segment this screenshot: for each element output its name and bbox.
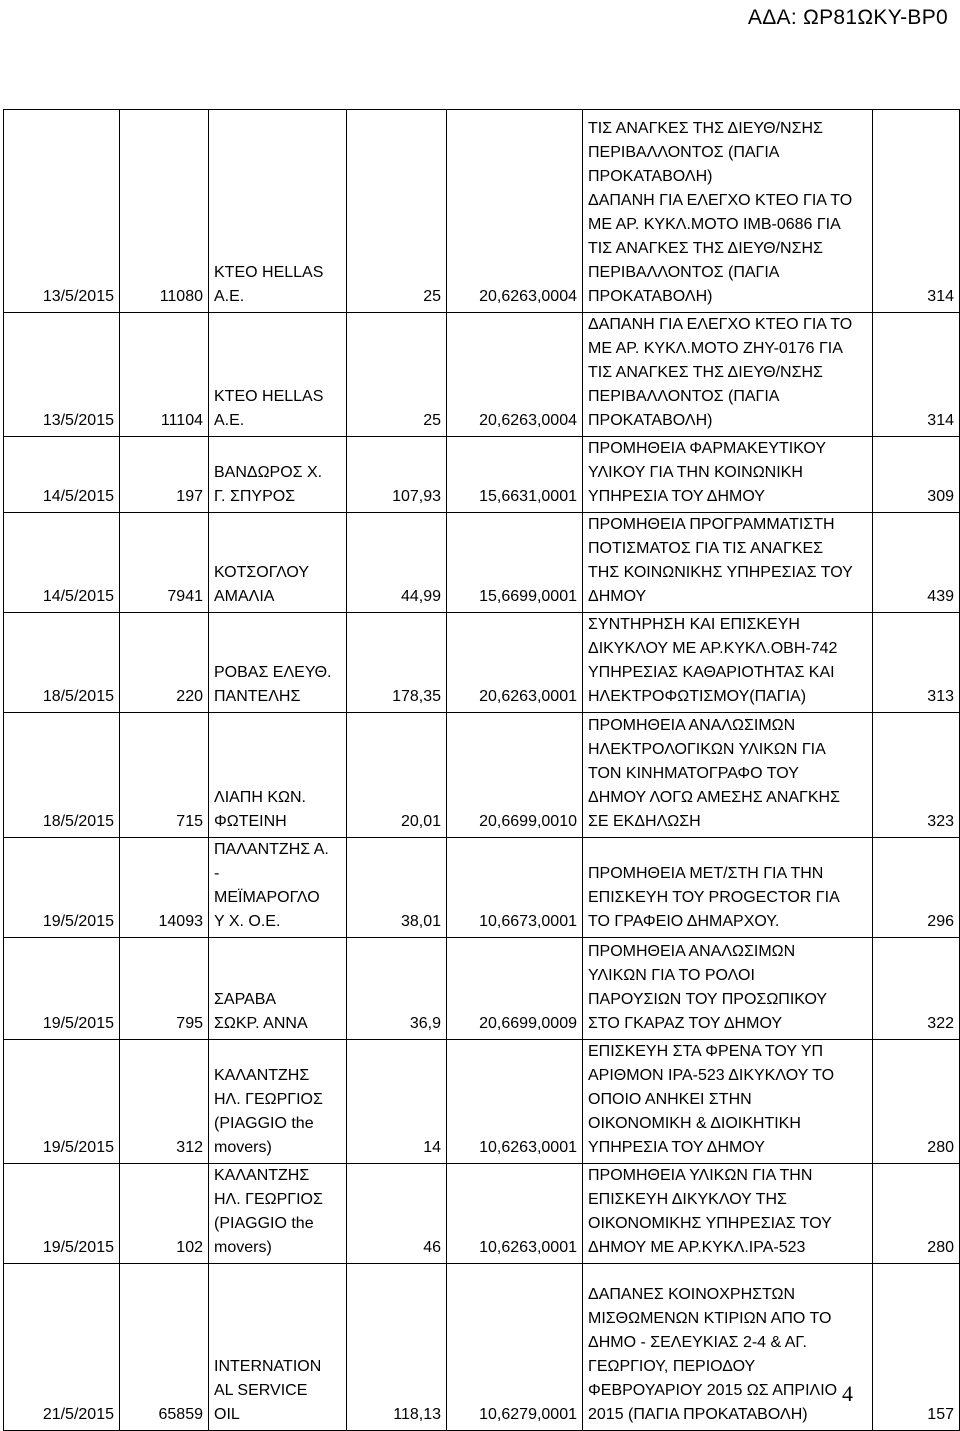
cell-number: 65859 [120, 1264, 209, 1431]
cell-date: 13/5/2015 [4, 110, 120, 313]
cell-amount: 44,99 [347, 513, 447, 613]
cell-number: 14093 [120, 838, 209, 938]
cell-ref: 309 [873, 437, 960, 513]
cell-number: 11080 [120, 110, 209, 313]
cell-amount: 25 [347, 313, 447, 437]
cell-supplier: INTERNATION AL SERVICE OIL [209, 1264, 347, 1431]
cell-supplier: ΛΙΑΠΗ ΚΩΝ. ΦΩΤΕΙΝΗ [209, 713, 347, 838]
cell-code: 10,6279,0001 [447, 1264, 583, 1431]
table-row [4, 1040, 960, 1164]
cell-date: 13/5/2015 [4, 313, 120, 437]
cell-supplier: ΚΑΛΑΝΤΖΗΣ ΗΛ. ΓΕΩΡΓΙΟΣ (PIAGGIO the movers) [209, 1164, 347, 1264]
cell-code: 10,6263,0001 [447, 1164, 583, 1264]
cell-description: ΠΡΟΜΗΘΕΙΑ ΜΕΤ/ΣΤΗ ΓΙΑ ΤΗΝ ΕΠΙΣΚΕΥΗ ΤΟΥ PROGECTOR ΓΙΑ ΤΟ ΓΡΑΦΕΙΟ ΔΗΜΑΡΧΟΥ. [583, 838, 873, 938]
cell-amount: 107,93 [347, 437, 447, 513]
cell-number: 220 [120, 613, 209, 713]
cell-amount: 38,01 [347, 838, 447, 938]
cell-amount: 46 [347, 1164, 447, 1264]
cell-supplier: ΚΟΤΣΟΓΛΟΥ ΑΜΑΛΙΑ [209, 513, 347, 613]
table-row [4, 938, 960, 1040]
cell-ref: 314 [873, 110, 960, 313]
cell-number: 11104 [120, 313, 209, 437]
cell-description: ΔΑΠΑΝΕΣ ΚΟΙΝΟΧΡΗΣΤΩΝ ΜΙΣΘΩΜΕΝΩΝ ΚΤΙΡΙΩΝ ΑΠΟ ΤΟ ΔΗΜΟ - ΣΕΛΕΥΚΙΑΣ 2-4 & ΑΓ. ΓΕΩΡΓΙΟΥ, ΠΕΡΙΟΔΟΥ ΦΕΒΡΟΥΑΡΙΟΥ 2015 ΩΣ ΑΠΡΙΛΙΟ 2015 (ΠΑΓΙΑ ΠΡΟΚΑΤΑΒΟΛΗ) [583, 1264, 873, 1431]
cell-amount: 178,35 [347, 613, 447, 713]
cell-supplier: ΡΟΒΑΣ ΕΛΕΥΘ. ΠΑΝΤΕΛΗΣ [209, 613, 347, 713]
cell-date: 18/5/2015 [4, 713, 120, 838]
cell-ref: 157 [873, 1264, 960, 1431]
table-row [4, 437, 960, 513]
cell-description: ΠΡΟΜΗΘΕΙΑ ΦΑΡΜΑΚΕΥΤΙΚΟΥ ΥΛΙΚΟΥ ΓΙΑ ΤΗΝ ΚΟΙΝΩΝΙΚΗ ΥΠΗΡΕΣΙΑ ΤΟΥ ΔΗΜΟΥ [583, 437, 873, 513]
cell-description: ΔΑΠΑΝΗ ΓΙΑ ΕΛΕΓΧΟ ΚΤΕΟ ΓΙΑ ΤΟ ΜΕ ΑΡ. ΚΥΚΛ.ΜΟΤΟ ΖΗΥ-0176 ΓΙΑ ΤΙΣ ΑΝΑΓΚΕΣ ΤΗΣ ΔΙΕΥΘ/ΝΣΗΣ ΠΕΡΙΒΑΛΛΟΝΤΟΣ (ΠΑΓΙΑ ΠΡΟΚΑΤΑΒΟΛΗ) [583, 313, 873, 437]
cell-date: 19/5/2015 [4, 838, 120, 938]
cell-supplier: ΠΑΛΑΝΤΖΗΣ Α. - ΜΕΪΜΑΡΟΓΛΟ Υ Χ. Ο.Ε. [209, 838, 347, 938]
cell-amount: 118,13 [347, 1264, 447, 1431]
table-row [4, 713, 960, 838]
cell-description: ΕΠΙΣΚΕΥΗ ΣΤΑ ΦΡΕΝΑ ΤΟΥ ΥΠ ΑΡΙΘΜΟΝ ΙΡΑ-523 ΔΙΚΥΚΛΟΥ ΤΟ ΟΠΟΙΟ ΑΝΗΚΕΙ ΣΤΗΝ ΟΙΚΟΝΟΜΙΚΗ & ΔΙΟΙΚΗΤΙΚΗ ΥΠΗΡΕΣΙΑ ΤΟΥ ΔΗΜΟΥ [583, 1040, 873, 1164]
cell-date: 21/5/2015 [4, 1264, 120, 1431]
cell-supplier: ΚΤΕΟ HELLAS Α.Ε. [209, 110, 347, 313]
cell-ref: 439 [873, 513, 960, 613]
cell-supplier: ΒΑΝΔΩΡΟΣ Χ. Γ. ΣΠΥΡΟΣ [209, 437, 347, 513]
cell-ref: 280 [873, 1164, 960, 1264]
cell-description: ΠΡΟΜΗΘΕΙΑ ΥΛΙΚΩΝ ΓΙΑ ΤΗΝ ΕΠΙΣΚΕΥΗ ΔΙΚΥΚΛΟΥ ΤΗΣ ΟΙΚΟΝΟΜΙΚΗΣ ΥΠΗΡΕΣΙΑΣ ΤΟΥ ΔΗΜΟΥ ΜΕ ΑΡ.ΚΥΚΛ.ΙΡΑ-523 [583, 1164, 873, 1264]
cell-ref: 322 [873, 938, 960, 1040]
table-row [4, 1164, 960, 1264]
cell-description: ΣΥΝΤΗΡΗΣΗ ΚΑΙ ΕΠΙΣΚΕΥΗ ΔΙΚΥΚΛΟΥ ΜΕ ΑΡ.ΚΥΚΛ.ΟΒΗ-742 ΥΠΗΡΕΣΙΑΣ ΚΑΘΑΡΙΟΤΗΤΑΣ ΚΑΙ ΗΛΕΚΤΡΟΦΩΤΙΣΜΟΥ(ΠΑΓΙΑ) [583, 613, 873, 713]
cell-code: 15,6699,0001 [447, 513, 583, 613]
cell-description: ΠΡΟΜΗΘΕΙΑ ΑΝΑΛΩΣΙΜΩΝ ΥΛΙΚΩΝ ΓΙΑ ΤΟ ΡΟΛΟΙ ΠΑΡΟΥΣΙΩΝ ΤΟΥ ΠΡΟΣΩΠΙΚΟΥ ΣΤΟ ΓΚΑΡΑΖ ΤΟΥ ΔΗΜΟΥ [583, 938, 873, 1040]
page-number: 4 [842, 1381, 853, 1406]
cell-description: ΠΡΟΜΗΘΕΙΑ ΑΝΑΛΩΣΙΜΩΝ ΗΛΕΚΤΡΟΛΟΓΙΚΩΝ ΥΛΙΚΩΝ ΓΙΑ ΤΟΝ ΚΙΝΗΜΑΤΟΓΡΑΦΟ ΤΟΥ ΔΗΜΟΥ ΛΟΓΩ ΑΜΕΣΗΣ ΑΝΑΓΚΗΣ ΣΕ ΕΚΔΗΛΩΣΗ [583, 713, 873, 838]
table-row [4, 1264, 960, 1431]
cell-number: 312 [120, 1040, 209, 1164]
cell-code: 20,6699,0009 [447, 938, 583, 1040]
cell-ref: 323 [873, 713, 960, 838]
cell-amount: 25 [347, 110, 447, 313]
cell-code: 10,6673,0001 [447, 838, 583, 938]
cell-code: 10,6263,0001 [447, 1040, 583, 1164]
table-row [4, 313, 960, 437]
cell-code: 20,6263,0001 [447, 613, 583, 713]
cell-description: ΤΙΣ ΑΝΑΓΚΕΣ ΤΗΣ ΔΙΕΥΘ/ΝΣΗΣ ΠΕΡΙΒΑΛΛΟΝΤΟΣ (ΠΑΓΙΑ ΠΡΟΚΑΤΑΒΟΛΗ) ΔΑΠΑΝΗ ΓΙΑ ΕΛΕΓΧΟ ΚΤΕΟ ΓΙΑ ΤΟ ΜΕ ΑΡ. ΚΥΚΛ.ΜΟΤΟ ΙΜΒ-0686 ΓΙΑ ΤΙΣ ΑΝΑΓΚΕΣ ΤΗΣ ΔΙΕΥΘ/ΝΣΗΣ ΠΕΡΙΒΑΛΛΟΝΤΟΣ (ΠΑΓΙΑ ΠΡΟΚΑΤΑΒΟΛΗ) [583, 110, 873, 313]
cell-amount: 14 [347, 1040, 447, 1164]
cell-number: 715 [120, 713, 209, 838]
cell-number: 7941 [120, 513, 209, 613]
cell-date: 18/5/2015 [4, 613, 120, 713]
cell-code: 15,6631,0001 [447, 437, 583, 513]
table-row [4, 613, 960, 713]
cell-amount: 20,01 [347, 713, 447, 838]
cell-date: 19/5/2015 [4, 1164, 120, 1264]
cell-date: 14/5/2015 [4, 513, 120, 613]
cell-ref: 280 [873, 1040, 960, 1164]
cell-number: 795 [120, 938, 209, 1040]
cell-amount: 36,9 [347, 938, 447, 1040]
cell-code: 20,6699,0010 [447, 713, 583, 838]
cell-supplier: ΚΤΕΟ HELLAS Α.Ε. [209, 313, 347, 437]
cell-code: 20,6263,0004 [447, 313, 583, 437]
cell-date: 19/5/2015 [4, 1040, 120, 1164]
cell-number: 197 [120, 437, 209, 513]
table-row [4, 838, 960, 938]
table-row [4, 110, 960, 313]
cell-supplier: ΚΑΛΑΝΤΖΗΣ ΗΛ. ΓΕΩΡΓΙΟΣ (PIAGGIO the movers) [209, 1040, 347, 1164]
cell-supplier: ΣΑΡΑΒΑ ΣΩΚΡ. ΑΝΝΑ [209, 938, 347, 1040]
ada-code: ΑΔΑ: ΩΡ81ΩΚΥ-ΒΡ0 [747, 6, 948, 29]
cell-date: 19/5/2015 [4, 938, 120, 1040]
cell-description: ΠΡΟΜΗΘΕΙΑ ΠΡΟΓΡΑΜΜΑΤΙΣΤΗ ΠΟΤΙΣΜΑΤΟΣ ΓΙΑ ΤΙΣ ΑΝΑΓΚΕΣ ΤΗΣ ΚΟΙΝΩΝΙΚΗΣ ΥΠΗΡΕΣΙΑΣ ΤΟΥ ΔΗΜΟΥ [583, 513, 873, 613]
expenses-table [3, 109, 960, 1431]
table-row [4, 513, 960, 613]
cell-ref: 296 [873, 838, 960, 938]
cell-ref: 314 [873, 313, 960, 437]
cell-ref: 313 [873, 613, 960, 713]
cell-number: 102 [120, 1164, 209, 1264]
cell-code: 20,6263,0004 [447, 110, 583, 313]
cell-date: 14/5/2015 [4, 437, 120, 513]
